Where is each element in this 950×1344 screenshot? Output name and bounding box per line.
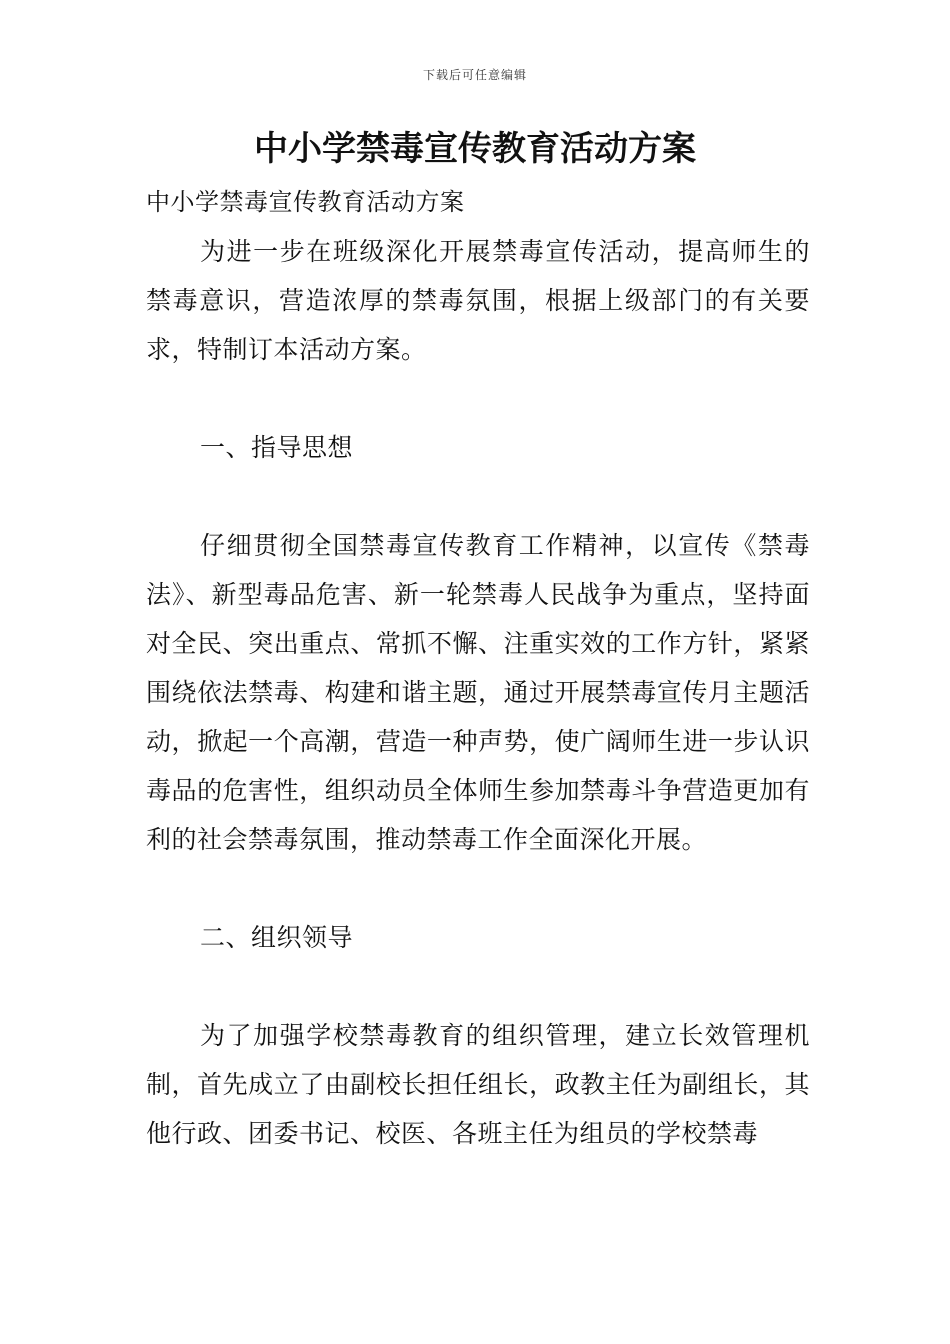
paragraph-spacer [146, 962, 810, 1011]
document-title: 中小学禁毒宣传教育活动方案 [254, 129, 696, 169]
paragraph-spacer [146, 472, 810, 521]
section-body-guiding-ideology: 仔细贯彻全国禁毒宣传教育工作精神，以宣传《禁毒法》、新型毒品危害、新一轮禁毒人民战争为重点，坚持面对全民、突出重点、常抓不懈、注重实效的工作方针，紧紧围绕依法禁毒、构建和谐主题，通过开展禁毒宣传月主题活动，掀起一个高潮，营造一种声势，使广阔师生进一步认识毒品的危害性，组织动员全体师生参加禁毒斗争营造更加有利的社会禁毒氛围，推动禁毒工作全面深化开展。 [146, 531, 810, 854]
section-body-organization: 为了加强学校禁毒教育的组织管理，建立长效管理机制，首先成立了由副校长担任组长，政教主任为副组长，其他行政、团委书记、校医、各班主任为组员的学校禁毒 [146, 1021, 810, 1148]
document-subtitle: 中小学禁毒宣传教育活动方案 [146, 188, 465, 216]
document-body [146, 178, 810, 1158]
intro-paragraph: 为进一步在班级深化开展禁毒宣传活动，提高师生的禁毒意识，营造浓厚的禁毒氛围，根据上级部门的有关要求，特制订本活动方案。 [146, 237, 810, 364]
paragraph-spacer [146, 864, 810, 913]
paragraph-spacer [146, 374, 810, 423]
header-note: 下载后可任意编辑 [422, 68, 527, 82]
section-heading-guiding-ideology: 一、指导思想 [200, 433, 354, 462]
section-heading-organization: 二、组织领导 [200, 923, 354, 952]
